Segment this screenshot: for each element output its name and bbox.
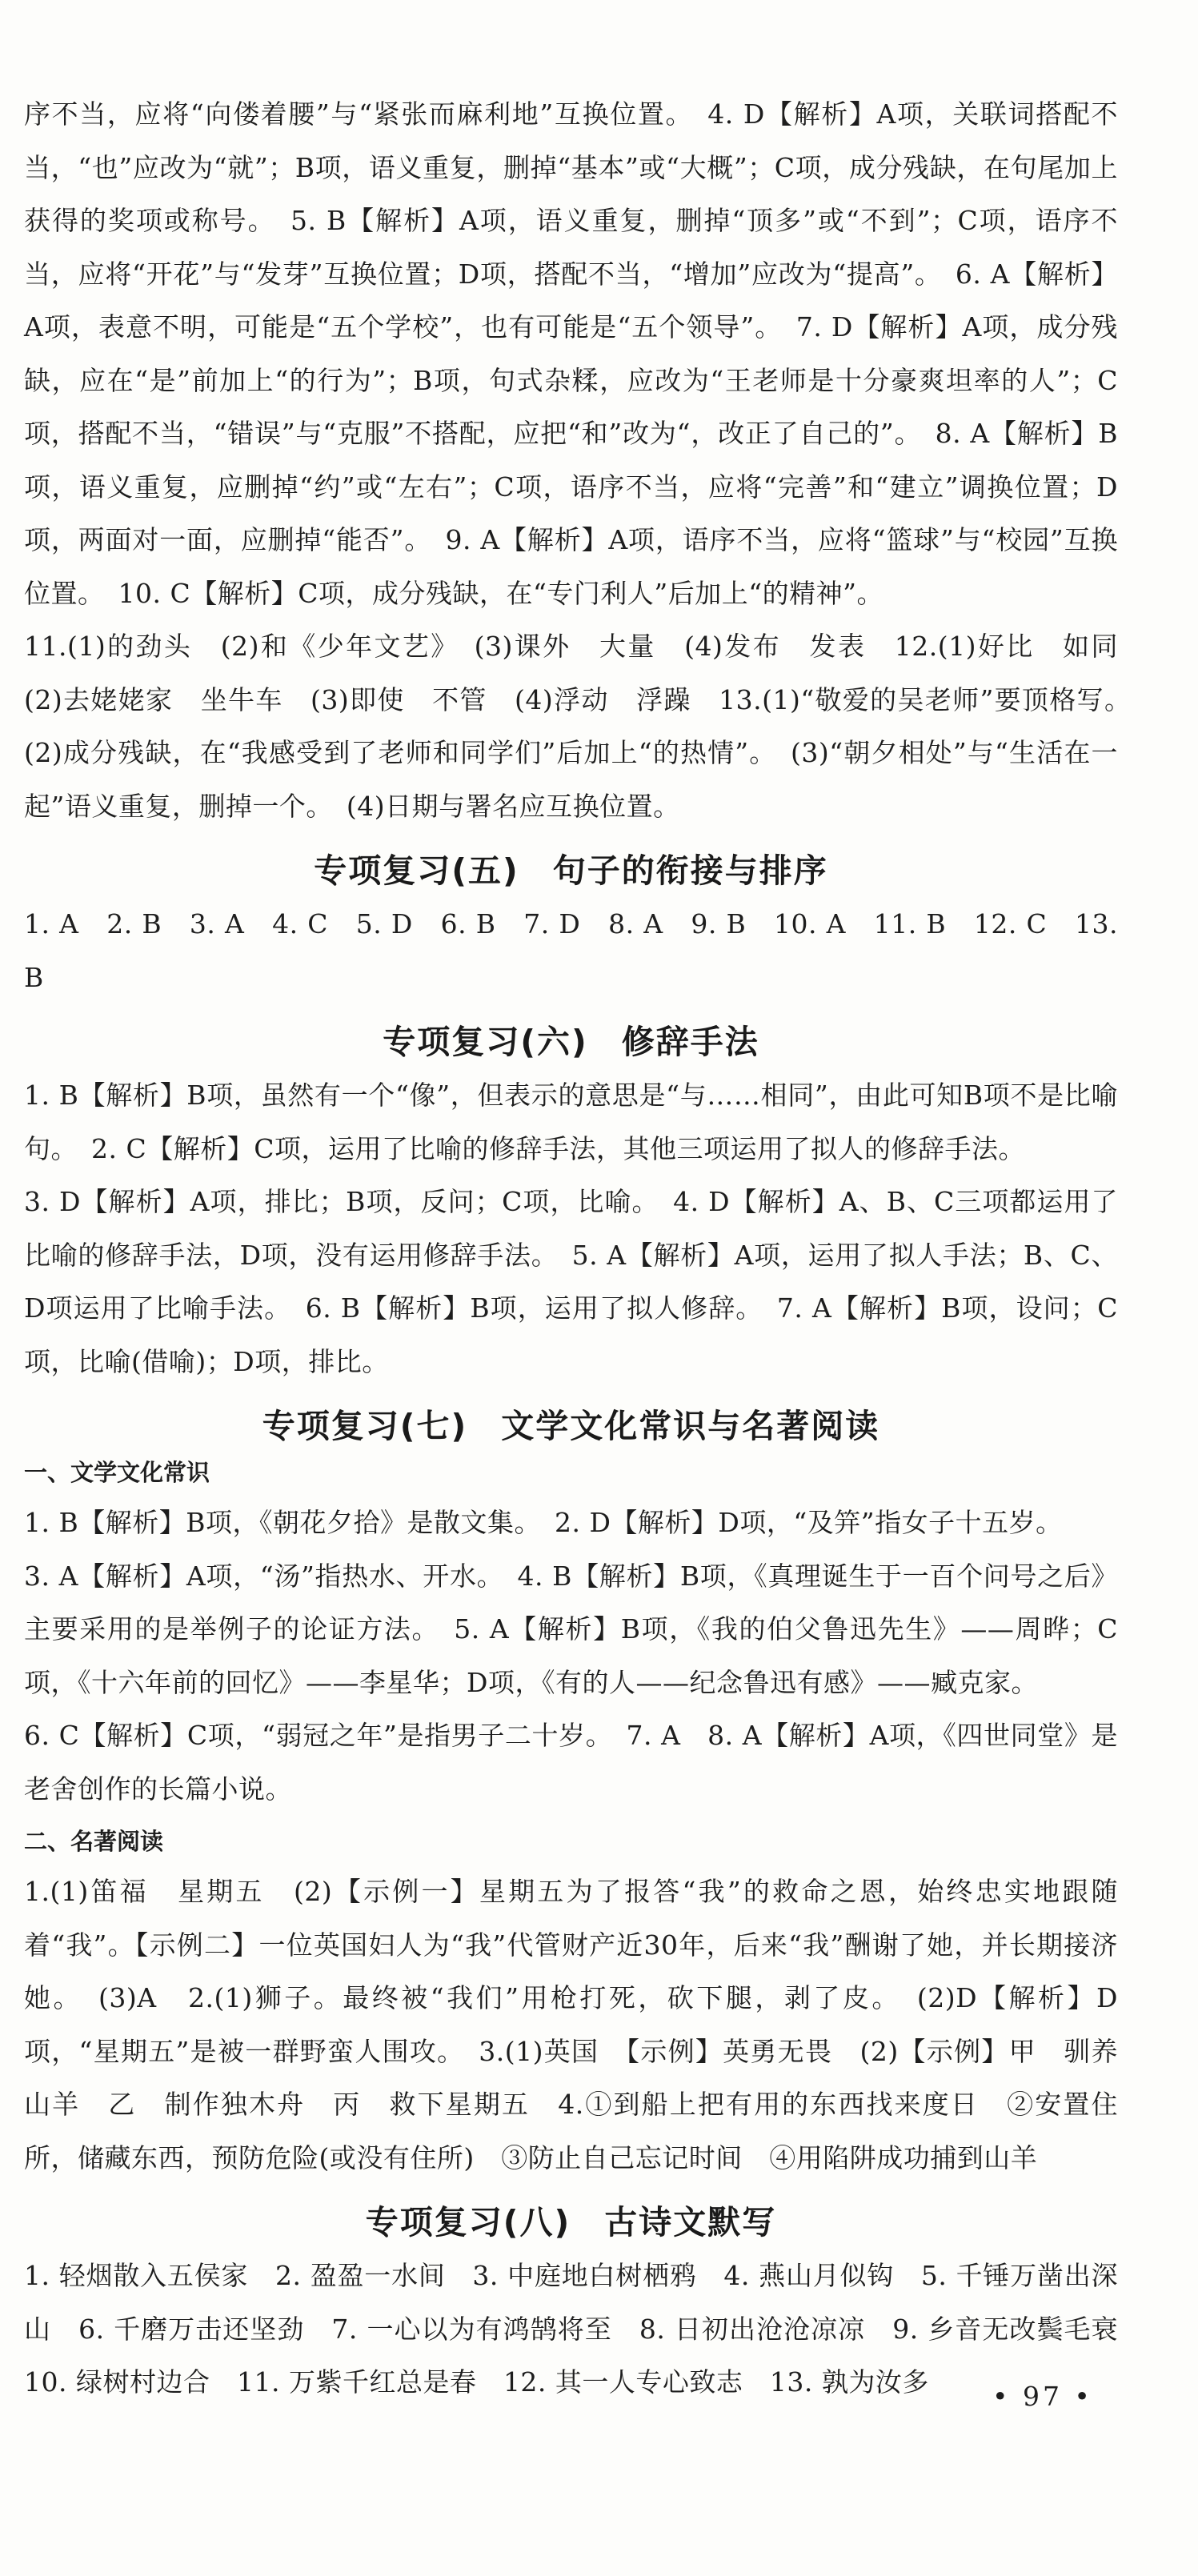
section-5-number: 专项复习(五) bbox=[314, 851, 519, 890]
section-8-number: 专项复习(八) bbox=[365, 2203, 571, 2241]
section-7-subtitle-1: 一、文学文化常识 bbox=[24, 1459, 210, 1486]
section-7-topic: 文学文化常识与名著阅读 bbox=[501, 1407, 880, 1445]
section-8-paragraph-1: 1. 轻烟散入五侯家 2. 盈盈一水间 3. 中庭地白树栖鸦 4. 燕山月似钩 5. 千锤万凿出深山 6. 千磨万击还坚劲 7. 一心以为有鸿鹄将至 8. 日初出沧沧凉凉 9. 乡音无改鬓毛衰 10. 绿树村边合 11. 万紫千红总是春 12. 其一人专心致志 13. 孰为汝多 bbox=[24, 2260, 1145, 2398]
section-7-title bbox=[24, 1400, 1118, 1447]
answer-paragraph-1: 序不当，应将“向偻着腰”与“紧张而麻利地”互换位置。 4. D【解析】A项，关联词搭配不当，“也”应改为“就”；B项，语义重复，删掉“基本”或“大概”；C项，成分残缺，在句尾加上获得的奖项或称号。 5. B【解析】A项，语义重复，删掉“顶多”或“不到”；C项，语序不当，应将“开花”与“发芽”互换位置；D项，搭配不当，“增加”应改为“提高”。 6. A【解析】A项，表意不明，可能是“五个学校”，也有可能是“五个领导”。 7. D【解析】A项，成分残缺，应在“是”前加上“的行为”；B项，句式杂糅，应改为“王老师是十分豪爽坦率的人”；C项，搭配不当，“错误”与“克服”不搭配，应把“和”改为“，改正了自己的”。 8. A【解析】B项，语义重复，应删掉“约”或“左右”；C项，语序不当，应将“完善”和“建立”调换位置；D项，两面对一面，应删掉“能否”。 9. A【解析】A项，语序不当，应将“篮球”与“校园”互换位置。 10. C【解析】C项，成分残缺，在“专门利人”后加上“的精神”。 bbox=[24, 98, 1118, 609]
section-7-paragraph-2: 3. A【解析】A项，“汤”指热水、开水。 4. B【解析】B项，《真理诞生于一百个问号之后》主要采用的是举例子的论证方法。 5. A【解析】B项，《我的伯父鲁迅先生》——周晔；C项，《十六年前的回忆》——李星华；D项，《有的人——纪念鲁迅有感》——臧克家。 bbox=[24, 1560, 1118, 1698]
section-7-paragraph-3: 6. C【解析】C项，“弱冠之年”是指男子二十岁。 7. A 8. A【解析】A项，《四世同堂》是老舍创作的长篇小说。 bbox=[24, 1720, 1118, 1805]
section-6-paragraph-1: 1. B【解析】B项，虽然有一个“像”，但表示的意思是“与……相同”，由此可知B项不是比喻句。 2. C【解析】C项，运用了比喻的修辞手法，其他三项运用了拟人的修辞手法。 bbox=[24, 1080, 1118, 1164]
section-7-subtitle-2: 二、名著阅读 bbox=[24, 1828, 164, 1855]
section-5-title bbox=[24, 844, 1118, 891]
section-6-title bbox=[24, 1016, 1118, 1063]
section-7-number: 专项复习(七) bbox=[262, 1407, 468, 1445]
section-8-topic: 古诗文默写 bbox=[604, 2203, 777, 2241]
section-6-number: 专项复习(六) bbox=[383, 1023, 588, 1061]
section-7-paragraph-4: 1.(1)笛福 星期五 (2)【示例一】星期五为了报答“我”的救命之恩，始终忠实地跟随着“我”。【示例二】一位英国妇人为“我”代管财产近30年，后来“我”酬谢了她，并长期接济她。 (3)A 2.(1)狮子。最终被“我们”用枪打死，砍下腿，剥了皮。 (2)D【解析】D项，“星期五”是被一群野蛮人围攻。 3.(1)英国 【示例】英勇无畏 (2)【示例】甲 驯养山羊 乙 制作独木舟 丙 救下星期五 4.①到船上把有用的东西找来度日 ②安置住所，储藏东西，预防危险(或没有住所) ③防止自己忘记时间 ④用陷阱成功捕到山羊 bbox=[24, 1876, 1118, 2173]
page-number: • 97 • bbox=[992, 2381, 1093, 2412]
section-7-paragraph-1: 1. B【解析】B项，《朝花夕拾》是散文集。 2. D【解析】D项，“及笄”指女子十五岁。 bbox=[24, 1507, 1063, 1538]
answer-paragraph-2: 11.(1)的劲头 (2)和《少年文艺》 (3)课外 大量 (4)发布 发表 12.(1)好比 如同 (2)去姥姥家 坐牛车 (3)即使 不管 (4)浮动 浮躁 13.(1)“敬爱的吴老师”要顶格写。 (2)成分残缺，在“我感受到了老师和同学们”后加上“的热情”。 (3)“朝夕相处”与“生活在一起”语义重复，删掉一个。 (4)日期与署名应互换位置。 bbox=[24, 631, 1145, 822]
section-8-title bbox=[24, 2196, 1118, 2243]
section-6-topic: 修辞手法 bbox=[621, 1023, 759, 1061]
section-6-paragraph-2: 3. D【解析】A项，排比；B项，反问；C项，比喻。 4. D【解析】A、B、C三项都运用了比喻的修辞手法，D项，没有运用修辞手法。 5. A【解析】A项，运用了拟人手法；B、C、D项运用了比喻手法。 6. B【解析】B项，运用了拟人修辞。 7. A【解析】B项，设问；C项，比喻(借喻)；D项，排比。 bbox=[24, 1186, 1118, 1377]
section-5-topic: 句子的衔接与排序 bbox=[552, 851, 828, 890]
section-5-answers: 1. A 2. B 3. A 4. C 5. D 6. B 7. D 8. A 9. B 10. A 11. B 12. C 13. B bbox=[24, 908, 1118, 993]
